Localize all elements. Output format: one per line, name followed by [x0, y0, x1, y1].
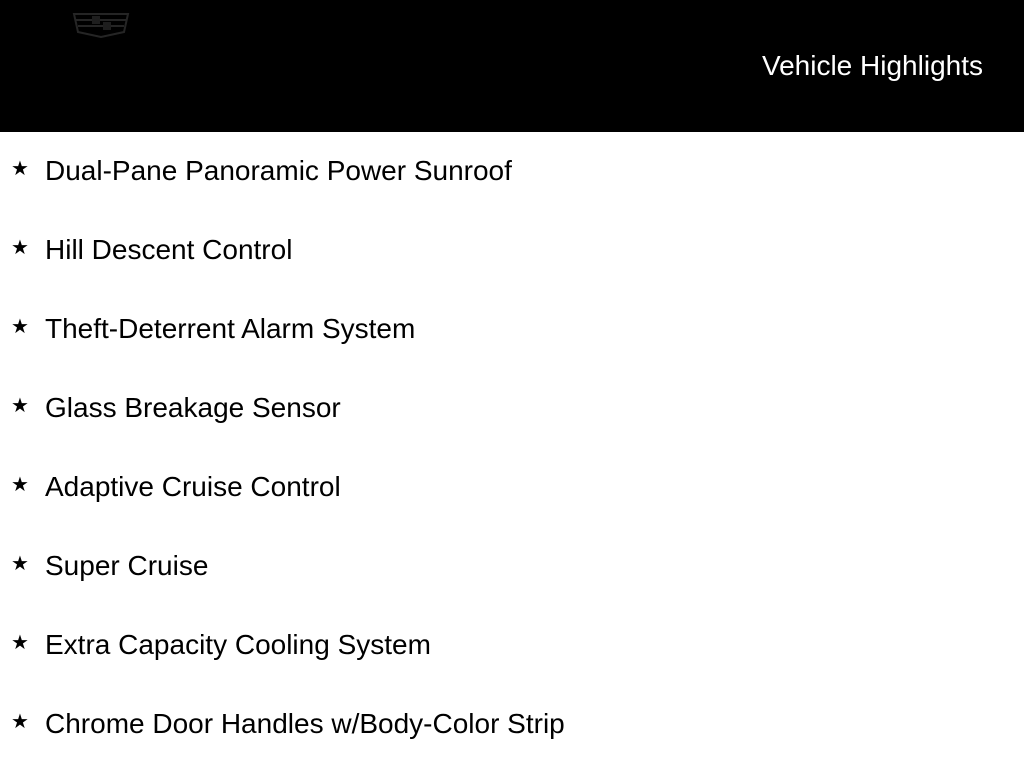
- brand-crest-icon: [70, 12, 132, 38]
- list-item: [0, 685, 1024, 764]
- list-item: [0, 527, 1024, 606]
- highlight-label: Chrome Door Handles w/Body-Color Strip: [45, 708, 565, 739]
- list-item: [0, 211, 1024, 290]
- highlight-label: Extra Capacity Cooling System: [45, 629, 431, 660]
- page-title: Vehicle Highlights: [761, 50, 983, 81]
- highlight-label: Theft-Deterrent Alarm System: [45, 313, 416, 344]
- star-icon: ★: [11, 630, 29, 654]
- star-icon: ★: [11, 551, 29, 575]
- list-item: [0, 369, 1024, 448]
- highlight-label: Dual-Pane Panoramic Power Sunroof: [45, 155, 512, 186]
- highlight-label: Hill Descent Control: [45, 234, 293, 265]
- list-item: [0, 448, 1024, 527]
- star-icon: ★: [11, 393, 29, 417]
- list-item: [0, 290, 1024, 369]
- star-icon: ★: [11, 709, 29, 733]
- highlight-label: Adaptive Cruise Control: [45, 471, 341, 502]
- highlight-label: Glass Breakage Sensor: [45, 392, 341, 423]
- highlight-label: Super Cruise: [45, 550, 209, 581]
- list-item: [0, 132, 1024, 211]
- star-icon: ★: [11, 314, 29, 338]
- header-bar: [0, 0, 1024, 132]
- star-icon: ★: [11, 156, 29, 180]
- highlights-list: [0, 132, 1024, 764]
- list-item: [0, 606, 1024, 685]
- star-icon: ★: [11, 235, 29, 259]
- star-icon: ★: [11, 472, 29, 496]
